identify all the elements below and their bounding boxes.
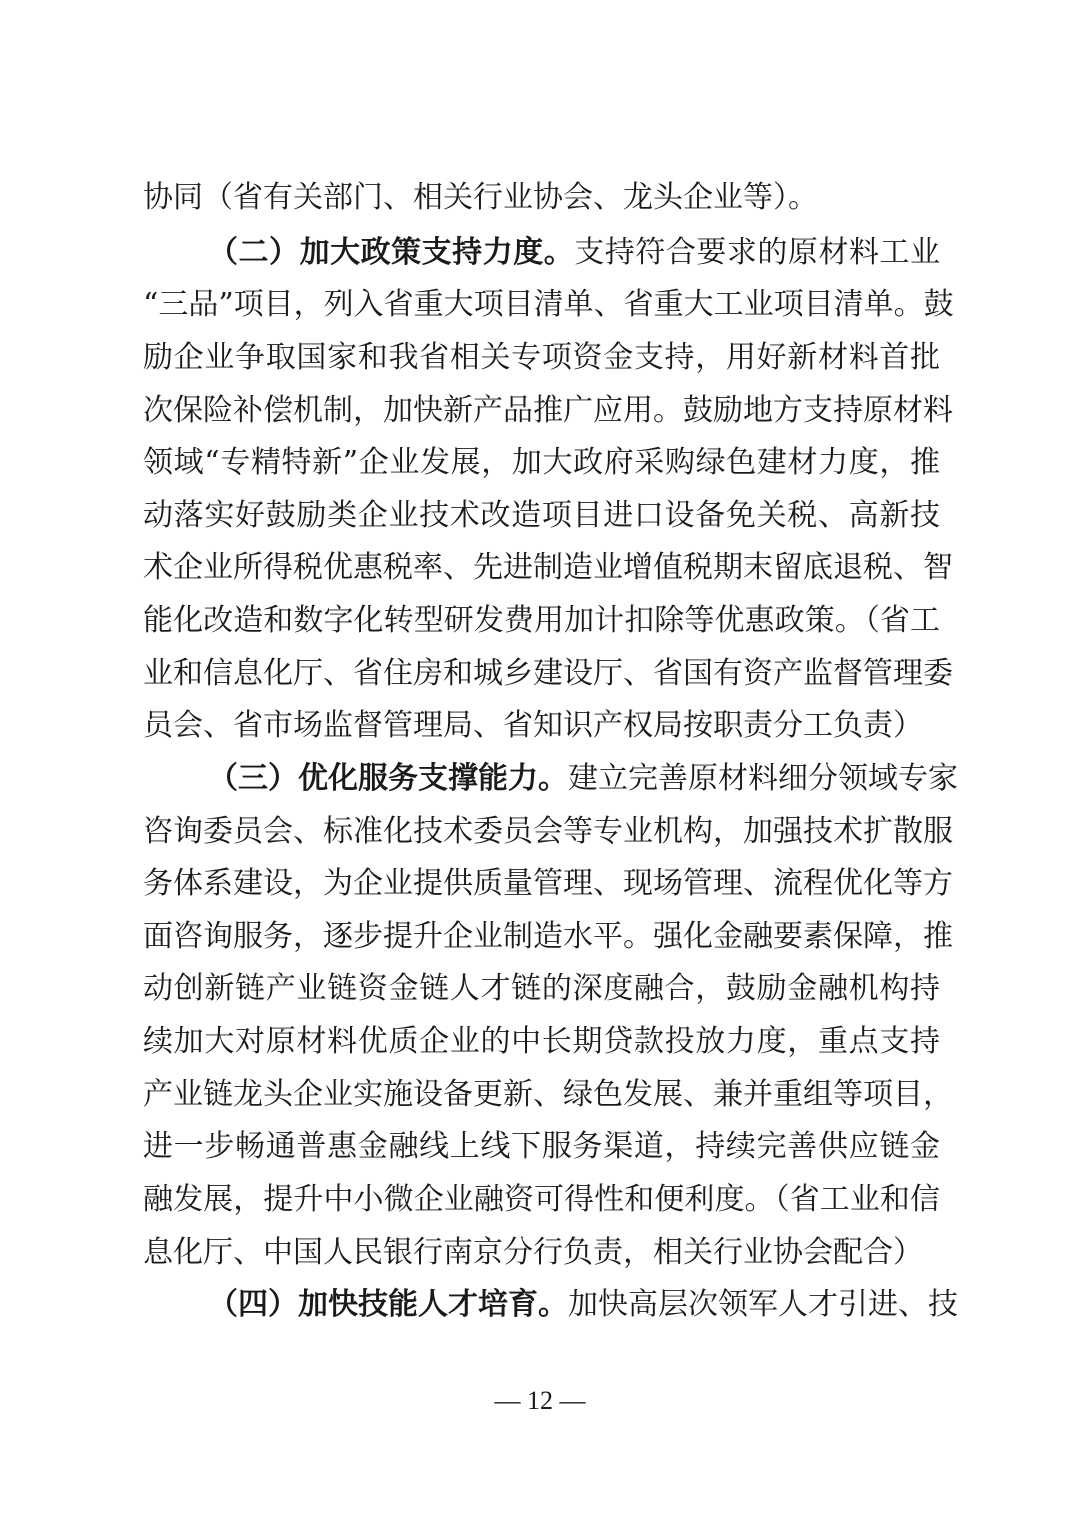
text-line-14: [143, 864, 953, 904]
text-line-11: [143, 706, 940, 746]
page-number: — 12 —: [494, 1386, 586, 1415]
text-line-6: [143, 443, 940, 483]
line-4-text: 励企业争取国家和我省相关专项资金支持，用好新材料首批: [143, 340, 940, 375]
line-10-text: 业和信息化厅、省住房和城乡建设厅、省国有资产监督管理委: [143, 656, 953, 691]
line-2-seg-2: 支持符合要求的原材料工业: [574, 235, 941, 270]
line-18-text: 产业链龙头企业实施设备更新、绿色发展、兼并重组等项目，: [143, 1077, 953, 1112]
line-13-text: 咨询委员会、标准化技术委员会等专业机构，加强技术扩散服: [143, 814, 953, 849]
section-4-heading-line: [208, 1285, 958, 1325]
line-7-text: 动落实好鼓励类企业技术改造项目进口设备免关税、高新技: [143, 498, 940, 533]
section-2-heading-line: [208, 233, 940, 273]
text-line-15: [143, 917, 953, 957]
line-12-seg-2: 建立完善原材料细分领域专家: [568, 761, 958, 796]
text-line-8: [143, 548, 953, 588]
text-line-21: [143, 1233, 940, 1273]
text-line-19: [143, 1127, 940, 1167]
line-20-text: 融发展，提升中小微企业融资可得性和便利度。（省工业和信: [143, 1182, 940, 1217]
line-16-text: 动创新链产业链资金链人才链的深度融合，鼓励金融机构持: [143, 971, 940, 1006]
section-3-heading: （三）优化服务支撑能力。: [208, 761, 568, 796]
text-line-1: [143, 178, 940, 218]
text-line-5: [143, 391, 953, 431]
text-line-10: [143, 654, 953, 694]
text-line-16: [143, 969, 940, 1009]
line-1-seg-1: 协同（省有关部门、相关行业协会、龙头企业等）。: [143, 180, 818, 215]
line-19-text: 进一步畅通普惠金融线上线下服务渠道，持续完善供应链金: [143, 1129, 940, 1164]
text-line-7: [143, 496, 940, 536]
text-line-13: [143, 812, 953, 852]
section-2-heading: （二）加大政策支持力度。: [208, 235, 575, 270]
line-14-text: 务体系建设，为企业提供质量管理、现场管理、流程优化等方: [143, 866, 953, 901]
text-line-9: [143, 601, 940, 641]
text-line-20: [143, 1180, 940, 1220]
line-8-text: 术企业所得税优惠税率、先进制造业增值税期末留底退税、智: [143, 550, 953, 585]
text-line-4: [143, 338, 940, 378]
text-line-17: [143, 1022, 940, 1062]
section-3-heading-line: [208, 759, 958, 799]
line-11-text: 员会、省市场监督管理局、省知识产权局按职责分工负责）: [143, 708, 923, 743]
line-21-text: 息化厅、中国人民银行南京分行负责，相关行业协会配合）: [143, 1235, 923, 1270]
text-line-18: [143, 1075, 953, 1115]
line-15-text: 面咨询服务，逐步提升企业制造水平。强化金融要素保障，推: [143, 919, 953, 954]
line-22-seg-2: 加快高层次领军人才引进、技: [568, 1287, 958, 1322]
line-3-text: “三品”项目，列入省重大项目清单、省重大工业项目清单。鼓: [143, 287, 954, 322]
section-4-heading: （四）加快技能人才培育。: [208, 1287, 568, 1322]
line-6-text: 领域“专精特新”企业发展，加大政府采购绿色建材力度，推: [143, 445, 940, 480]
line-9-text: 能化改造和数字化转型研发费用加计扣除等优惠政策。（省工: [143, 603, 940, 638]
text-line-3: [143, 285, 954, 325]
line-5-text: 次保险补偿机制，加快新产品推广应用。鼓励地方支持原材料: [143, 393, 953, 428]
line-17-text: 续加大对原材料优质企业的中长期贷款投放力度，重点支持: [143, 1024, 940, 1059]
